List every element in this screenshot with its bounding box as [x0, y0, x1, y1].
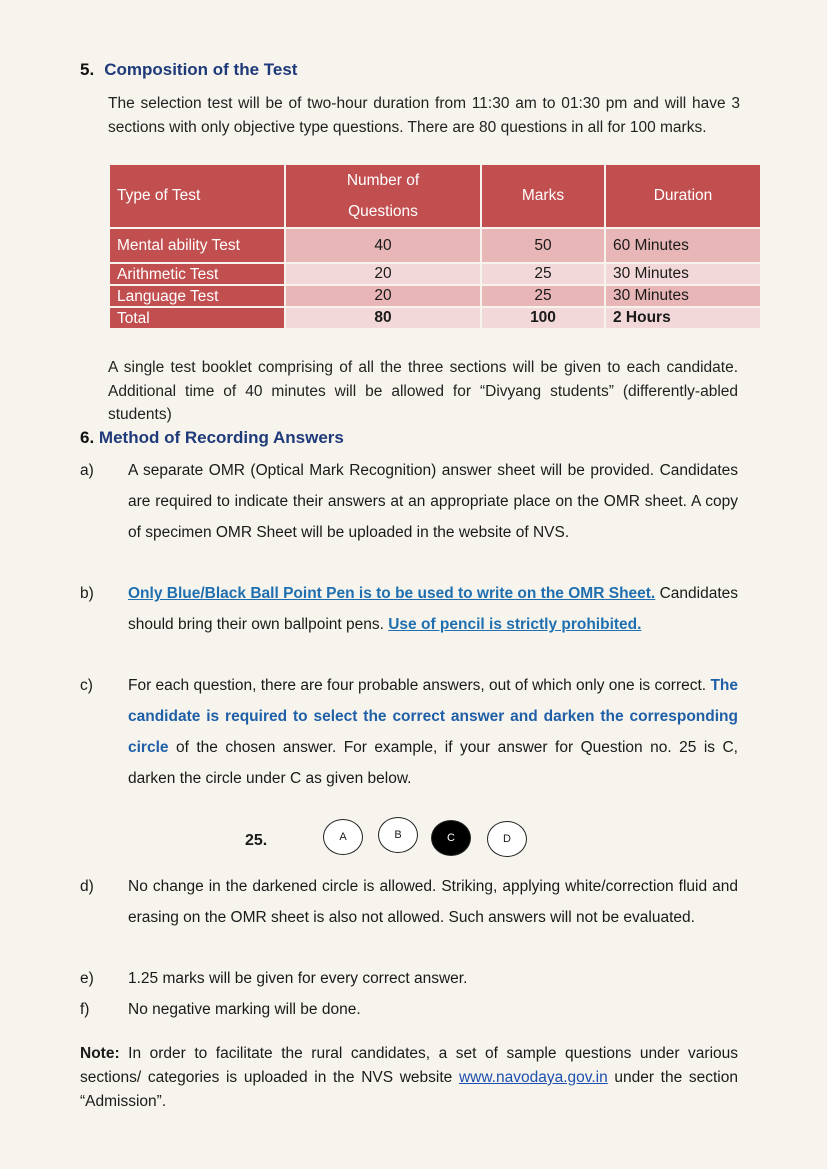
item-text: 1.25 marks will be given for every correct answer. — [128, 970, 468, 987]
answer-bubble-c-filled: C — [431, 820, 471, 856]
table-row — [109, 228, 761, 263]
row-type: Total — [109, 307, 285, 329]
note-label: Note — [80, 1045, 115, 1062]
row-marks: 50 — [481, 228, 605, 263]
answer-bubble-a: A — [323, 819, 363, 855]
section-5-number: 5. — [80, 60, 95, 79]
row-marks: 100 — [481, 307, 605, 329]
after-table-paragraph: A single test booklet comprising of all the three sections will be given to each candidate. Additional time of 40 minutes will be allowed for “Divyang students” (differently-abled students) — [108, 359, 738, 423]
row-questions: 20 — [285, 263, 481, 285]
item-marker: b) — [80, 585, 94, 602]
item-text: A separate OMR (Optical Mark Recognition) answer sheet will be provided. Candidates are required to indicate their answers at an appropriate place on the OMR sheet. A copy of specimen OMR Sheet will be uploaded in the website of NVS. — [128, 462, 738, 541]
row-marks: 25 — [481, 263, 605, 285]
table-header-row — [109, 164, 761, 228]
answer-bubble-b: B — [378, 817, 418, 853]
item-text: No negative marking will be done. — [128, 1001, 361, 1018]
row-questions: 20 — [285, 285, 481, 307]
row-duration: 60 Minutes — [605, 228, 761, 263]
table-row — [109, 263, 761, 285]
item-b-text: Candidates should bring their own ballpoint pens. — [128, 585, 738, 633]
section-5-heading — [80, 60, 297, 80]
header-type: Type of Test — [109, 164, 285, 228]
note-text: In order to facilitate the rural candidates, a set of sample questions under various sections/ categories is uploaded in the NVS website — [80, 1045, 738, 1086]
note-colon: : — [114, 1045, 120, 1062]
pen-instruction-link[interactable]: Only Blue/Black Ball Point Pen is to be used to write on the OMR Sheet. — [128, 585, 656, 602]
header-marks: Marks — [481, 164, 605, 228]
row-questions: 40 — [285, 228, 481, 263]
header-duration: Duration — [605, 164, 761, 228]
row-questions: 80 — [285, 307, 481, 329]
header-questions-line1: Number of — [346, 172, 420, 189]
table-row — [109, 285, 761, 307]
note-paragraph — [80, 1042, 738, 1114]
item-text — [128, 670, 738, 794]
section-6-number: 6. — [80, 428, 95, 447]
nvs-website-link[interactable]: www.navodaya.gov.in — [458, 1069, 608, 1086]
item-marker: a) — [80, 462, 94, 479]
row-type: Language Test — [109, 285, 285, 307]
item-text — [128, 578, 738, 640]
row-duration: 2 Hours — [605, 307, 761, 329]
header-questions-line2: Questions — [348, 203, 418, 220]
section-5-title: Composition of the Test — [104, 60, 298, 79]
item-text: No change in the darkened circle is allowed. Striking, applying white/correction fluid and erasing on the OMR sheet is also not allowed. Such answers will not be evaluated. — [128, 878, 738, 926]
row-type: Mental ability Test — [109, 228, 285, 263]
answer-bubble-d: D — [487, 821, 527, 857]
test-composition-table — [108, 163, 762, 330]
row-marks: 25 — [481, 285, 605, 307]
item-c-text-before: For each question, there are four probable answers, out of which only one is correct. — [128, 677, 707, 694]
item-marker: f) — [80, 1001, 90, 1018]
section-6-heading — [80, 428, 344, 448]
item-c-text-after: of the chosen answer. For example, if your answer for Question no. 25 is C, darken the circle under C as given below. — [128, 739, 738, 787]
example-question-number: 25. — [245, 832, 268, 849]
item-marker: e) — [80, 970, 94, 987]
item-marker: c) — [80, 677, 93, 694]
table-total-row — [109, 307, 761, 329]
note-text-after: under the section “Admission”. — [80, 1069, 738, 1110]
pencil-prohibited-link[interactable]: Use of pencil is strictly prohibited. — [388, 616, 642, 633]
item-c-highlight: The candidate is required to select the correct answer and darken the corresponding circle — [128, 677, 738, 756]
row-duration: 30 Minutes — [605, 285, 761, 307]
item-marker: d) — [80, 878, 94, 895]
row-duration: 30 Minutes — [605, 263, 761, 285]
header-questions — [285, 164, 481, 228]
section-6-title: Method of Recording Answers — [98, 428, 344, 447]
row-type: Arithmetic Test — [109, 263, 285, 285]
section-5-intro: The selection test will be of two-hour duration from 11:30 am to 01:30 pm and will have 3 sections with only objective type questions. There are 80 questions in all for 100 marks. — [108, 95, 740, 136]
